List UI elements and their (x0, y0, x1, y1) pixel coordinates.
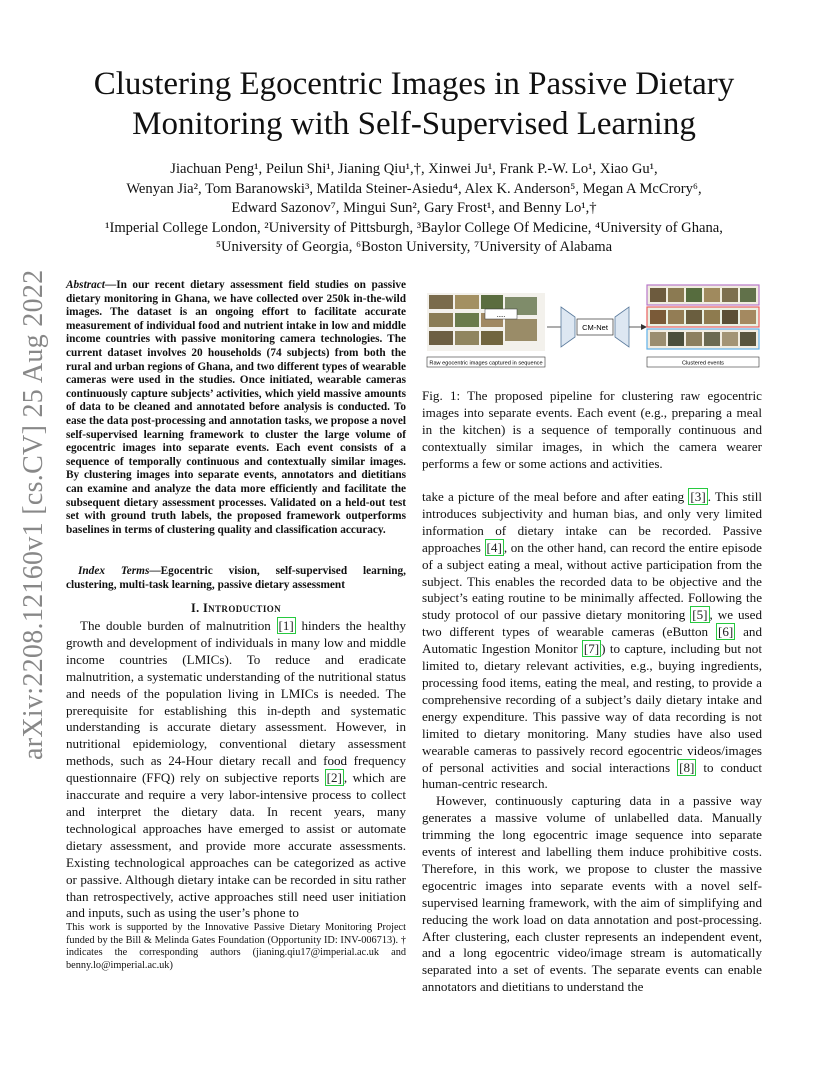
continued-paragraph (422, 489, 762, 793)
left-body (66, 618, 406, 922)
citation-link[interactable]: [4] (486, 539, 502, 555)
cm-net-label: CM-Net (582, 323, 608, 332)
citation-link[interactable]: [6] (717, 624, 734, 640)
citation-link[interactable]: [5] (692, 607, 708, 623)
title-line-2: Monitoring with Self-Supervised Learning (132, 106, 696, 142)
abstract-text: —In our recent dietary assessment field studies on passive dietary monitoring in Ghana, we have collected over 250k in-the-wild images. The dataset is an ongoing effort to facilitate accurate measurement of individual food and nutrient intake in low and middle income countries with passive monitoring camera technologies. The current dataset involves 20 households (74 subjects) from both the rural and urban regions of Ghana, and two different types of wearable cameras were used in the studies. Once initiated, wearable cameras continuously capture subjects’ activities, which yield massive amounts of data to be cleaned and annotated before analysis is conducted. To ease the data post-processing and annotation tasks, we propose a novel self-supervised learning framework to cluster the large volume of egocentric images into separate events. Each event consists of a sequence of temporally continuous and contextually similar images. By clustering images into separate events, annotators and dietitians can examine and analyze the data more efficiently and facilitate the subsequent dietary assessment processes. Validated on a held-out test set with ground truth labels, the proposed framework outperforms baselines in terms of clustering quality and classification accuracy. (66, 279, 406, 536)
right-body (422, 489, 762, 996)
section-heading: I. Introduction (190, 601, 282, 615)
abstract-label: Abstract (66, 279, 105, 291)
text-run: , which are inaccurate and require a very labor-intensive process to collect and interpret the dietary data. In recent years, many technological approaches have emerged to assist or automate dietary assessment, and provide more accurate assessments. Existing technological approaches can be categorized as active or passive. Although dietary intake can be recorded in situ rather than retrospectively, active approaches still need user initiation and inputs, such as using the user’s phone to (66, 770, 406, 921)
text-run: and Automatic Ingestion Monitor (422, 624, 762, 657)
text-run: The double burden of malnutrition (80, 618, 277, 633)
text-run: , we used two different types of wearable cameras (eButton (422, 607, 762, 640)
figure-pipeline (425, 283, 763, 375)
citation-link[interactable]: [8] (679, 759, 695, 775)
text-run: . This still introduces subjectivity and human bias, and only very limited information of dietary intake can be recorded. Passive approaches (422, 489, 763, 555)
author-block (40, 160, 788, 258)
citation-link[interactable]: [7] (583, 641, 600, 657)
index-terms-text: —Egocentric vision, self-supervised learning, clustering, multi-task learning, passive dietary assessment (66, 565, 406, 591)
text-run: take a picture of the meal before and after eating (422, 489, 689, 504)
title-line-1: Clustering Egocentric Images in Passive Dietary (93, 66, 735, 102)
arxiv-stamp: arXiv:2208.12160v1 [cs.CV] 25 Aug 2022 (18, 269, 49, 760)
index-terms (66, 565, 406, 592)
affiliation-line-1: ¹Imperial College London, ²University of Pittsburgh, ³Baylor College Of Medicine, ⁴University of Ghana, (105, 219, 723, 236)
paper-title (40, 64, 788, 144)
index-terms-label: Index Terms (78, 565, 150, 577)
raw-images-label: Raw egocentric images captured in sequence (429, 360, 543, 367)
affiliation-line-2: ⁵University of Georgia, ⁶Boston University, ⁷University of Alabama (215, 239, 613, 255)
text-run: hinders the healthy growth and development of individuals in many low and middle income countries (LMICs). To reduce and eradicate malnutrition, a systematic understanding of the nutritional status and needs of the population living in LMICs is needed. The prerequisite for establishing this in-depth and systematic understanding is accurate dietary assessment. However, in nutritional epidemiology, conventional dietary assessment methods, such as 24-Hour dietary recall and food frequency questionnaire (FFQ) rely on subjective reports (66, 618, 406, 786)
author-line-2: Wenyan Jia², Tom Baranowski³, Matilda Steiner-Asiedu⁴, Alex K. Anderson⁵, Megan A McCrory⁶, (126, 180, 702, 197)
figure-caption: Fig. 1: The proposed pipeline for clustering raw egocentric images into separate events. Each event (e.g., preparing a meal in the kitchen) is a sequence of temporally continuous and contextually similar images, in which the camera wearer performs a few or some actions and activities. (422, 388, 762, 471)
author-line-1: Jiachuan Peng¹, Peilun Shi¹, Jianing Qiu¹,†, Xinwei Ju¹, Frank P.-W. Lo¹, Xiao Gu¹, (170, 161, 658, 177)
text-run: to conduct human-centric research. (422, 759, 762, 792)
citation-link[interactable]: [1] (278, 618, 294, 633)
text-run: , on the other hand, can record the entire episode of a subject eating a meal, without active participation from the subject. This enables the recorded data to be objective and the subject’s eating routine to be minimally affected. Following the study protocol of our passive dietary monitoring (422, 539, 762, 623)
raw-images-panel (427, 293, 545, 367)
citation-link[interactable]: [2] (326, 770, 342, 786)
citation-link[interactable]: [3] (690, 489, 706, 504)
clustered-events-panel (647, 285, 759, 367)
text-run: ) to capture, including but not limited to, dietary relevant activities, e.g., buying ingredients, processing food items, eating the meal, and resting, to provide a comprehensive recording of a subject’s daily dietary intake and energy expenditure. This passive way of data recording is not limited to dietary monitoring. Many studies have also used wearable cameras to passively record egocentric videos/images of personal activities and social interactions (422, 641, 762, 775)
footnote: This work is supported by the Innovative Passive Dietary Monitoring Project funded by the Bill & Melinda Gates Foundation (Opportunity ID: INV-006713). † indicates the corresponding authors (jianing.qiu17@imperial.ac.uk and benny.lo@imperial.ac.uk) (66, 922, 406, 971)
abstract (66, 279, 406, 537)
clustered-events-label: Clustered events (682, 360, 724, 367)
author-line-3: Edward Sazonov⁷, Mingui Sun², Gary Frost¹, and Benny Lo¹,† (231, 200, 597, 216)
svg-text:.....: ..... (496, 311, 506, 319)
paragraph: However, continuously capturing data in a passive way generates a massive volume of unlabelled data. Manually trimming the long egocentric image sequence into separate events of interest and labelling them induce prohibitive costs. Therefore, in this work, we propose to cluster the massive egocentric images into separate events with a novel self-supervised learning framework, with the aim of simplifying and reducing the work load on data annotation and post-processing. After clustering, each cluster represents an independent event, and a long egocentric video/image stream is automatically separated into a set of events. The separate events can enable annotators and dietitians to understand the (422, 793, 762, 995)
intro-paragraph (66, 618, 406, 922)
